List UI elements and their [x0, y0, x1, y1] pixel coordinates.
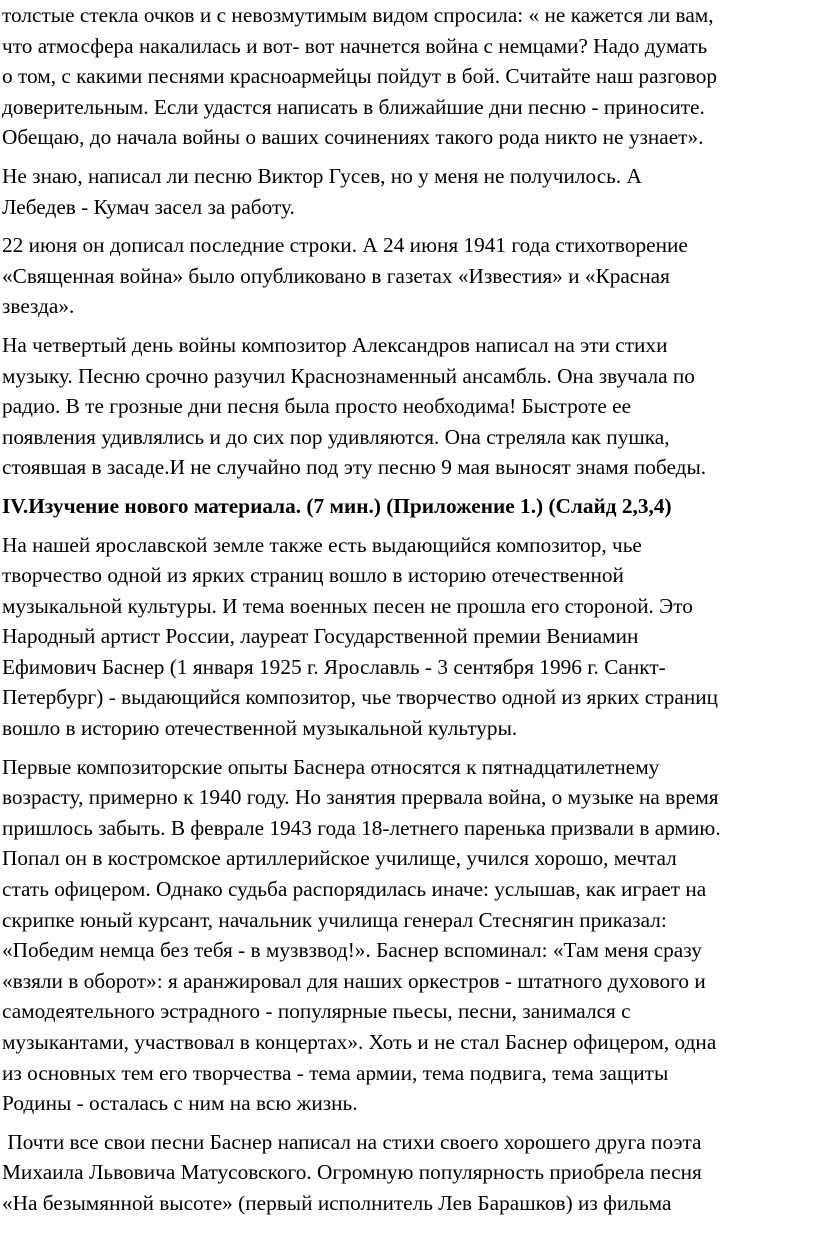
text-line: радио. В те грозные дни песня была просто необходима! Быстроте ее: [2, 394, 632, 419]
text-line: «Победим немца без тебя - в музвзвод!». Баснер вспоминал: «Там меня сразу: [2, 938, 702, 963]
paragraph-5: [2, 530, 812, 744]
text-line: «Священная война» было опубликовано в газетах «Известия» и «Красная: [2, 263, 670, 288]
text-line: На нашей ярославской земле также есть выдающийся композитор, чье: [2, 532, 642, 557]
text-line: «взяли в оборот»: я аранжировал для наших оркестров - штатного духового и: [2, 968, 706, 993]
text-line: Родины - осталась с ним на всю жизнь.: [2, 1091, 358, 1116]
text-line: доверительным. Если удастся написать в ближайшие дни песню - приносите.: [2, 94, 705, 119]
text-line: из основных тем его творчества - тема армии, тема подвига, тема защиты: [2, 1060, 669, 1085]
text-line: Лебедев - Кумач засел за работу.: [2, 194, 295, 219]
text-line: появления удивлялись и до сих пор удивляются. Она стреляла как пушка,: [2, 424, 670, 449]
paragraph-2: [2, 161, 812, 222]
text-line: 22 июня он дописал последние строки. А 24 июня 1941 года стихотворение: [2, 233, 688, 258]
text-line: Народный артист России, лауреат Государственной премии Вениамин: [2, 624, 639, 649]
text-line: Михаила Львовича Матусовского. Огромную популярность приобрела песня: [2, 1160, 702, 1185]
paragraph-7: [2, 1127, 812, 1219]
text-line: творчество одной из ярких страниц вошло в историю отечественной: [2, 563, 624, 588]
section-heading: IV.Изучение нового материала. (7 мин.) (Приложение 1.) (Слайд 2,3,4): [2, 493, 672, 518]
text-line: вошло в историю отечественной музыкальной культуры.: [2, 716, 518, 741]
text-line: пришлось забыть. В феврале 1943 года 18-летнего паренька призвали в армию.: [2, 815, 721, 840]
text-line: стать офицером. Однако судьба распорядилась иначе: услышав, как играет на: [2, 877, 707, 902]
text-line: Петербург) - выдающийся композитор, чье творчество одной из ярких страниц: [2, 685, 719, 710]
text-line: возрасту, примерно к 1940 году. Но занятия прервала война, о музыке на время: [2, 785, 719, 810]
text-line: На четвертый день войны композитор Александров написал на эти стихи: [2, 332, 668, 357]
text-line: Ефимович Баснер (1 января 1925 г. Ярославль - 3 сентября 1996 г. Санкт-: [2, 654, 666, 679]
text-line: Обещаю, до начала войны о ваших сочинениях такого рода никто не узнает».: [2, 125, 704, 150]
text-line: скрипке юный курсант, начальник училища генерал Стеснягин приказал:: [2, 907, 667, 932]
paragraph-4: [2, 330, 812, 483]
text-line: «На безымянной высоте» (первый исполнитель Лев Барашков) из фильма: [2, 1190, 672, 1215]
text-line: музыку. Песню срочно разучил Краснознаменный ансамбль. Она звучала по: [2, 363, 695, 388]
paragraph-6: [2, 752, 812, 1119]
text-line: что атмосфера накалилась и вот- вот начнется война с немцами? Надо думать: [2, 33, 708, 58]
text-line: Первые композиторские опыты Баснера относятся к пятнадцатилетнему: [2, 754, 660, 779]
text-line: Не знаю, написал ли песню Виктор Гусев, но у меня не получилось. А: [2, 163, 642, 188]
text-line: самодеятельного эстрадного - популярные пьесы, песни, занимался с: [2, 999, 631, 1024]
text-line: Попал он в костромское артиллерийское училище, учился хорошо, мечтал: [2, 846, 677, 871]
text-line: звезда».: [2, 294, 75, 319]
text-line: о том, с какими песнями красноармейцы пойдут в бой. Считайте наш разговор: [2, 64, 718, 89]
text-line: музыкантами, участвовал в концертах». Хоть и не стал Баснер офицером, одна: [2, 1030, 717, 1054]
paragraph-1: [2, 0, 812, 153]
paragraph-3: [2, 230, 812, 322]
text-line: музыкальной культуры. И тема военных песен не прошла его стороной. Это: [2, 593, 693, 618]
text-line: Почти все свои песни Баснер написал на стихи своего хорошего друга поэта: [2, 1129, 702, 1154]
text-line: стоявшая в засаде.И не случайно под эту песню 9 мая выносят знамя победы.: [2, 455, 707, 480]
text-line: толстые стекла очков и с невозмутимым видом спросила: « не кажется ли вам,: [2, 3, 714, 27]
